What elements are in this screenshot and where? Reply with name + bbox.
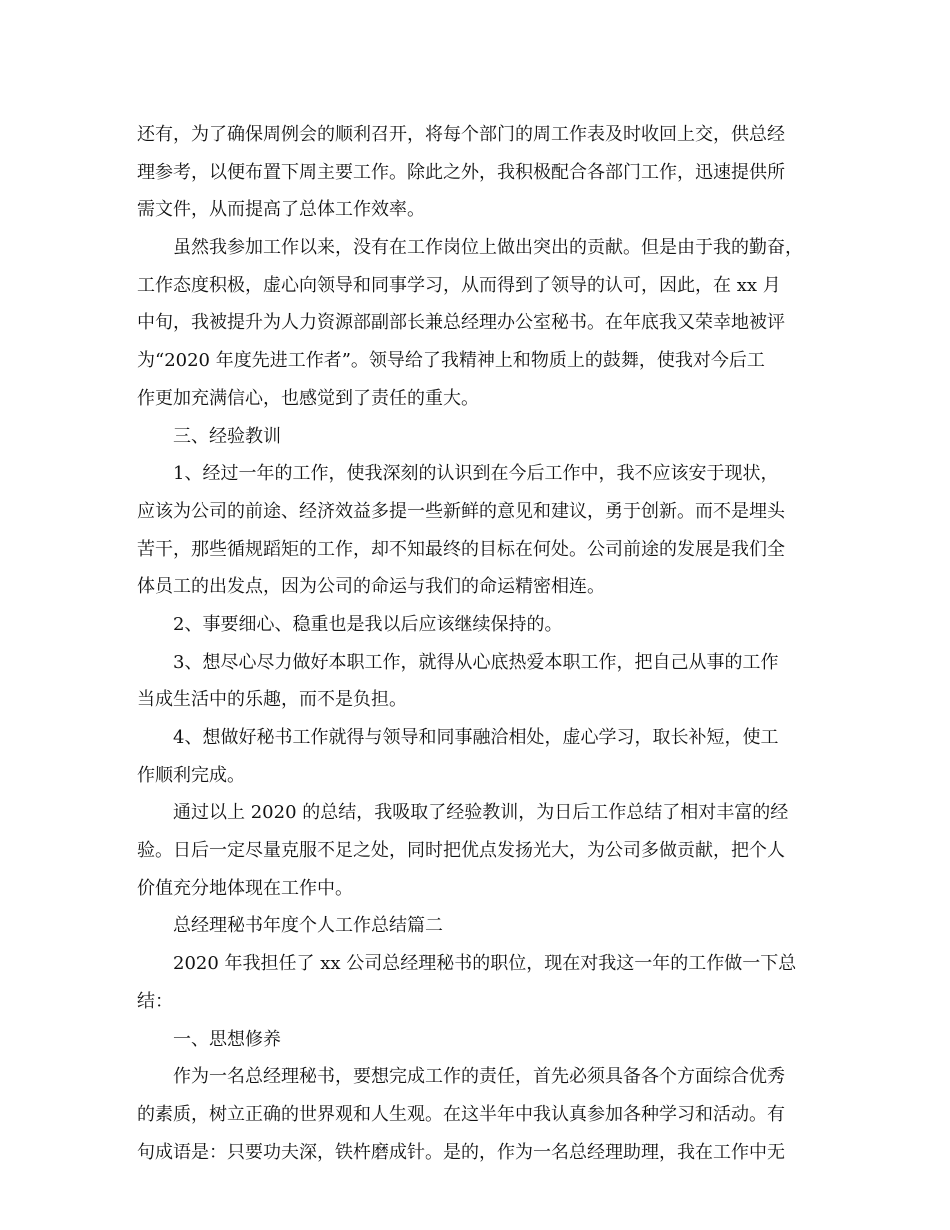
document-body — [137, 116, 827, 1171]
paragraph-first-line: 作为一名总经理秘书，要想完成工作的责任，首先必须具备各个方面综合优秀 — [173, 1066, 785, 1088]
paragraph-first-line: 3、想尽心尽力做好本职工作，就得从心底热爱本职工作，把自己从事的工作 — [173, 651, 779, 673]
text-line: 当成生活中的乐趣，而不是负担。 — [137, 689, 407, 711]
text-line: 为“2020 年度先进工作者”。领导给了我精神上和物质上的鼓舞，使我对今后工 — [137, 350, 765, 372]
text-line: 还有，为了确保周例会的顺利召开，将每个部门的周工作表及时收回上交，供总经 — [137, 124, 785, 145]
paragraph-first-line: 三、经验教训 — [173, 425, 281, 447]
text-line: 价值充分地体现在工作中。 — [137, 877, 353, 899]
text-line: 苦干，那些循规蹈矩的工作，却不知最终的目标在何处。公司前途的发展是我们全 — [137, 538, 785, 560]
paragraph-first-line: 2、事要细心、稳重也是我以后应该继续保持的。 — [173, 613, 563, 635]
text-line: 中旬，我被提升为人力资源部副部长兼总经理办公室秘书。在年底我又荣幸地被评 — [137, 312, 785, 334]
text-line: 体员工的出发点，因为公司的命运与我们的命运精密相连。 — [137, 576, 605, 598]
paragraph-first-line: 4、想做好秘书工作就得与领导和同事融洽相处，虚心学习，取长补短，使工 — [173, 727, 779, 748]
text-line: 的素质，树立正确的世界观和人生观。在这半年中我认真参加各种学习和活动。有 — [137, 1103, 785, 1125]
text-line: 句成语是：只要功夫深，铁杵磨成针。是的，作为一名总经理助理，我在工作中无 — [137, 1141, 785, 1163]
paragraph-first-line: 虽然我参加工作以来，没有在工作岗位上做出突出的贡献。但是由于我的勤奋， — [173, 237, 803, 259]
paragraph-first-line: 2020 年我担任了 xx 公司总经理秘书的职位，现在对我这一年的工作做一下总 — [173, 953, 797, 975]
paragraph-first-line: 总经理秘书年度个人工作总结篇二 — [173, 915, 443, 937]
text-line: 理参考，以便布置下周主要工作。除此之外，我积极配合各部门工作，迅速提供所 — [137, 161, 785, 183]
paragraph-first-line: 1、经过一年的工作，使我深刻的认识到在今后工作中，我不应该安于现状， — [173, 463, 779, 485]
paragraph-first-line: 通过以上 2020 的总结，我吸取了经验教训，为日后工作总结了相对丰富的经 — [173, 802, 789, 824]
text-line: 作更加充满信心，也感觉到了责任的重大。 — [137, 387, 479, 409]
text-line: 工作态度积极，虚心向领导和同事学习，从而得到了领导的认可，因此，在 xx 月 — [137, 274, 781, 296]
text-line: 结： — [137, 990, 173, 1012]
text-line: 需文件，从而提高了总体工作效率。 — [137, 199, 425, 221]
text-line: 应该为公司的前途、经济效益多提一些新鲜的意见和建议，勇于创新。而不是埋头 — [137, 500, 785, 522]
text-line: 验。日后一定尽量克服不足之处，同时把优点发扬光大，为公司多做贡献，把个人 — [137, 840, 785, 862]
text-line: 作顺利完成。 — [137, 764, 245, 786]
paragraph-first-line: 一、思想修养 — [173, 1028, 281, 1050]
